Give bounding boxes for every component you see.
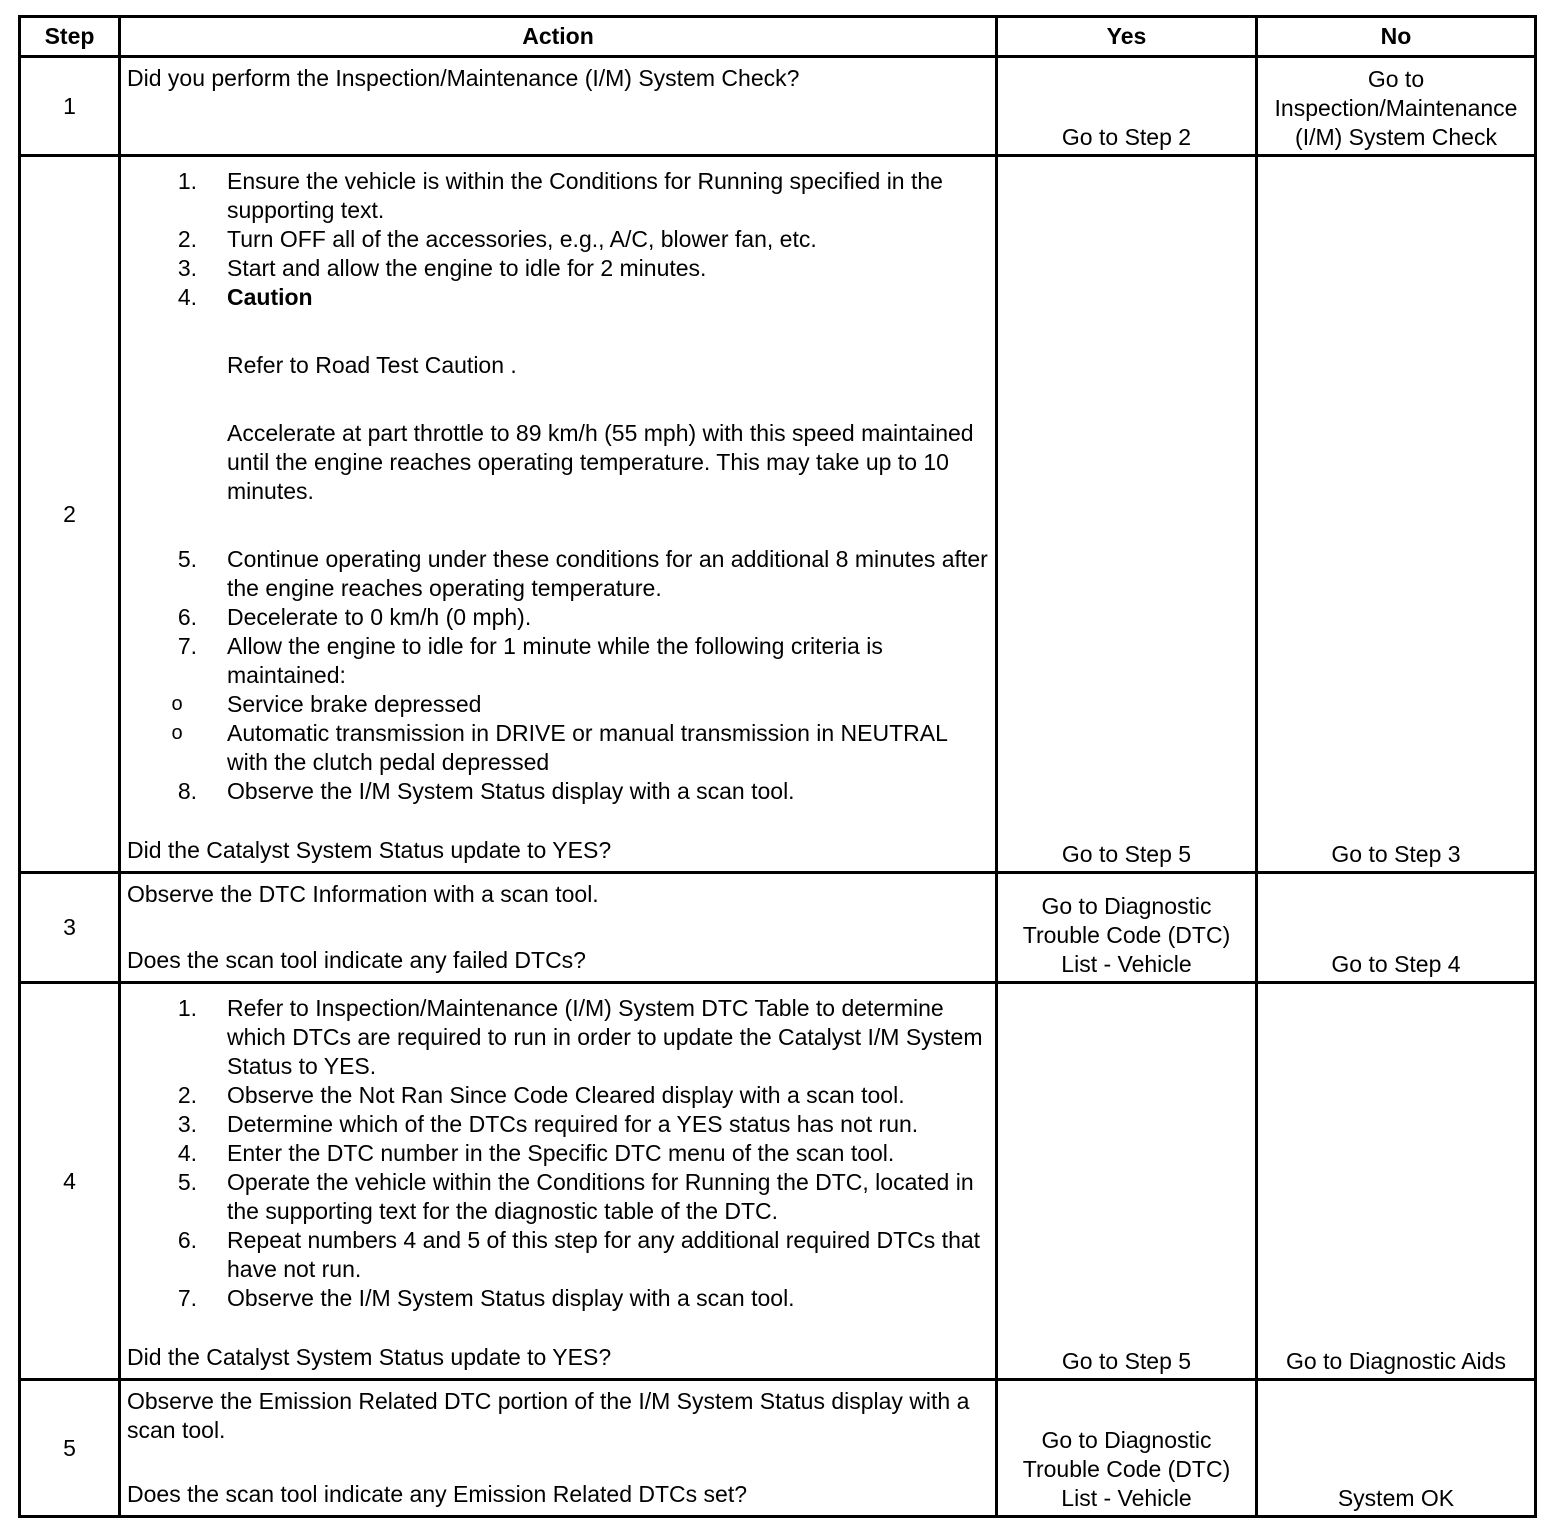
list-item: 8. Observe the I/M System Status display with a scan tool. bbox=[177, 778, 795, 805]
list-item: 4. Caution Refer to Road Test Caution . Accelerate at part throttle to 89 km/h (55 mph) with this speed maintained until the engine reaches operating temperature. This may take up to 10 minutes. bbox=[127, 283, 989, 545]
table-row-step-2 bbox=[20, 156, 1536, 873]
question-text: Did the Catalyst System Status update to YES? bbox=[127, 837, 612, 864]
table-row-step-4 bbox=[20, 982, 1536, 1380]
list-item: 2. Turn OFF all of the accessories, e.g., A/C, blower fan, etc. bbox=[177, 226, 817, 253]
list-item: 1. Refer to Inspection/Maintenance (I/M) System DTC Table to determine which DTCs are required to run in order to update the Catalyst I/M System Status to YES. bbox=[177, 994, 983, 1079]
list-item: 5. Operate the vehicle within the Conditions for Running the DTC, located in the supporting text for the diagnostic table of the DTC. bbox=[177, 1168, 974, 1224]
question-text: Did you perform the Inspection/Maintenance (I/M) System Check? bbox=[127, 65, 800, 91]
bullet-icon: o bbox=[171, 722, 183, 745]
action-cell bbox=[120, 1380, 997, 1517]
sub-list-item: o Service brake depressed bbox=[127, 690, 989, 719]
criteria-list bbox=[127, 690, 989, 777]
table-row-step-3 bbox=[20, 873, 1536, 982]
list-item: 7. Allow the engine to idle for 1 minute while the following criteria is maintained: o Service brake depressed o Automatic transmission in DRIVE or manual transmission in NEUTRAL with the clutch pedal depressed bbox=[127, 632, 989, 777]
table-row-step-1 bbox=[20, 57, 1536, 156]
caution-label: Caution bbox=[227, 284, 313, 311]
step-number: 3 bbox=[20, 873, 120, 982]
no-cell: Go to Step 3 bbox=[1257, 156, 1536, 873]
instruction-text: Observe the DTC Information with a scan tool. bbox=[127, 881, 599, 908]
yes-cell: Go to Diagnostic Trouble Code (DTC) List - Vehicle bbox=[997, 873, 1257, 982]
header-yes: Yes bbox=[997, 17, 1257, 57]
action-cell bbox=[120, 57, 997, 156]
question-text: Does the scan tool indicate any failed DTCs? bbox=[127, 946, 586, 973]
action-cell bbox=[120, 982, 997, 1380]
yes-cell: Go to Diagnostic Trouble Code (DTC) List - Vehicle bbox=[997, 1380, 1257, 1517]
header-action: Action bbox=[120, 17, 997, 57]
header-step: Step bbox=[20, 17, 120, 57]
no-cell: Go to Diagnostic Aids bbox=[1257, 982, 1536, 1380]
table-row-step-5 bbox=[20, 1380, 1536, 1517]
no-cell: Go to Inspection/Maintenance (I/M) System Check bbox=[1257, 57, 1536, 156]
bullet-icon: o bbox=[171, 693, 183, 716]
list-item: 6. Repeat numbers 4 and 5 of this step for any additional required DTCs that have not run. bbox=[177, 1226, 981, 1282]
step-number: 2 bbox=[20, 156, 120, 873]
no-cell: System OK bbox=[1257, 1380, 1536, 1517]
sub-list-item: o Automatic transmission in DRIVE or manual transmission in NEUTRAL with the clutch pedal depressed bbox=[127, 719, 989, 777]
action-cell bbox=[120, 156, 997, 873]
header-no: No bbox=[1257, 17, 1536, 57]
step-number: 5 bbox=[20, 1380, 120, 1517]
caution-instruction: Accelerate at part throttle to 89 km/h (55 mph) with this speed maintained until the engine reaches operating temperature. This may take up to 10 minutes. bbox=[227, 420, 974, 505]
header-row bbox=[20, 17, 1536, 57]
procedure-list bbox=[127, 163, 989, 806]
question-text: Does the scan tool indicate any Emission Related DTCs set? bbox=[127, 1481, 748, 1507]
no-cell: Go to Step 4 bbox=[1257, 873, 1536, 982]
step-number: 4 bbox=[20, 982, 120, 1380]
yes-cell: Go to Step 5 bbox=[997, 156, 1257, 873]
question-text: Did the Catalyst System Status update to YES? bbox=[127, 1344, 612, 1371]
list-item: 2. Observe the Not Ran Since Code Cleared display with a scan tool. bbox=[177, 1081, 905, 1108]
list-item: 6. Decelerate to 0 km/h (0 mph). bbox=[177, 604, 532, 631]
action-cell bbox=[120, 873, 997, 982]
list-item: 3. Start and allow the engine to idle for 2 minutes. bbox=[177, 255, 707, 282]
diagnostic-table bbox=[18, 15, 1537, 1518]
list-item: 5. Continue operating under these conditions for an additional 8 minutes after the engine reaches operating temperature. bbox=[177, 546, 988, 602]
list-item: 4. Enter the DTC number in the Specific DTC menu of the scan tool. bbox=[177, 1139, 895, 1166]
caution-reference: Refer to Road Test Caution . bbox=[227, 352, 517, 379]
step-number: 1 bbox=[20, 57, 120, 156]
list-item: 1. Ensure the vehicle is within the Conditions for Running specified in the supporting text. bbox=[177, 168, 943, 224]
instruction-text: Observe the Emission Related DTC portion of the I/M System Status display with a scan tool. bbox=[127, 1388, 970, 1444]
yes-cell: Go to Step 5 bbox=[997, 982, 1257, 1380]
procedure-list bbox=[127, 990, 989, 1313]
list-item: 7. Observe the I/M System Status display with a scan tool. bbox=[177, 1284, 795, 1311]
yes-cell: Go to Step 2 bbox=[997, 57, 1257, 156]
list-item: 3. Determine which of the DTCs required for a YES status has not run. bbox=[177, 1110, 919, 1137]
